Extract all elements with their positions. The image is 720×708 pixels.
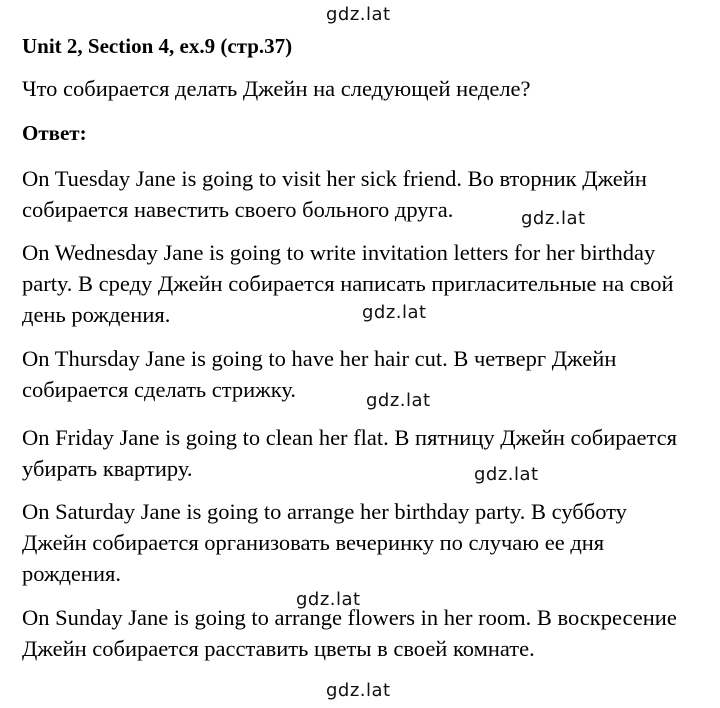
exercise-heading: Unit 2, Section 4, ex.9 (стр.37) [22,34,293,58]
answer-label: Ответ: [22,121,87,145]
answer-line: день рождения. [22,302,171,327]
answer-line: party. В среду Джейн собирается написать пригласительные на свой [22,271,674,296]
answer-line: собирается сделать стрижку. [22,377,296,402]
answer-line: On Saturday Jane is going to arrange her birthday party. В субботу [22,499,627,524]
watermark: gdz.lat [326,4,391,25]
answer-line: On Friday Jane is going to clean her flat. В пятницу Джейн собирается [22,425,677,450]
answer-line: рождения. [22,561,121,586]
answer-line: On Thursday Jane is going to have her hair cut. В четверг Джейн [22,346,617,371]
answer-line: убирать квартиру. [22,456,193,481]
question-text: Что собирается делать Джейн на следующей неделе? [22,76,531,101]
watermark: gdz.lat [326,680,391,701]
watermark: gdz.lat [521,208,586,229]
answer-line: собирается навестить своего больного друга. [22,197,454,222]
watermark: gdz.lat [474,464,539,485]
watermark: gdz.lat [366,390,431,411]
answer-line: Джейн собирается организовать вечеринку по случаю ее дня [22,530,605,555]
watermark: gdz.lat [362,302,427,323]
watermark: gdz.lat [296,589,361,610]
answer-line: On Sunday Jane is going to arrange flowers in her room. В воскресение [22,605,677,630]
answer-line: On Tuesday Jane is going to visit her sick friend. Во вторник Джейн [22,166,647,191]
answer-line: On Wednesday Jane is going to write invitation letters for her birthday [22,240,656,265]
answer-line: Джейн собирается расставить цветы в своей комнате. [22,636,535,661]
